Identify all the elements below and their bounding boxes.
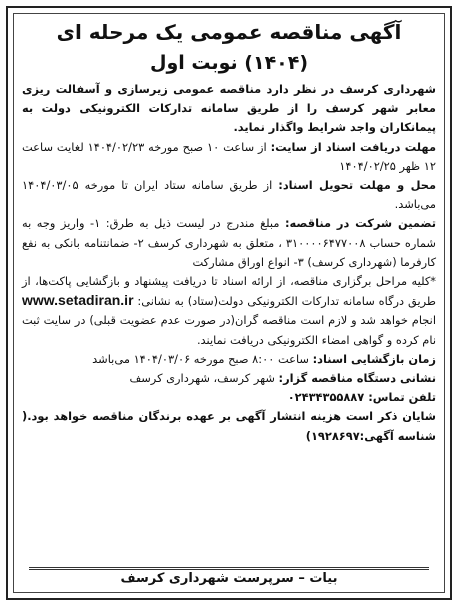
organization-name: شهرداری کرسف bbox=[339, 82, 436, 96]
cost-paragraph bbox=[22, 407, 436, 445]
delivery-paragraph bbox=[22, 176, 436, 214]
deadline-text: از ساعت ۱۰ صبح مورخه ۱۴۰۴/۰۲/۲۳ لغایت ساعت ۱۲ ظهر ۱۴۰۴/۰۲/۲۵ bbox=[22, 139, 436, 173]
guarantee-label: تضمین شرکت در مناقصه: bbox=[284, 216, 436, 231]
phone-number: ۰۲۴۳۴۳۵۵۸۸۷ bbox=[287, 390, 369, 405]
note-text-after-url: انجام خواهد شد و لازم است مناقصه گران(در صورت عدم عضویت قبلی) در سایت ثبت نام کرده و گواهی امضاء الکترونیکی دریافت نمایند. bbox=[22, 313, 436, 347]
notice-body bbox=[22, 16, 436, 558]
phone-paragraph bbox=[22, 388, 436, 407]
signatory: بیات – سرپرست شهرداری کرسف bbox=[120, 571, 338, 586]
phone-label: تلفن تماس: bbox=[368, 390, 436, 405]
opening-paragraph bbox=[22, 350, 436, 369]
notice-title: آگهی مناقصه عمومی یک مرحله ای bbox=[56, 20, 402, 44]
address-text: شهر کرسف، شهرداری کرسف bbox=[129, 371, 279, 386]
deadline-paragraph bbox=[22, 138, 436, 176]
address-label: نشانی دستگاه مناقصه گزار: bbox=[278, 371, 436, 386]
notice-frame bbox=[6, 6, 452, 600]
opening-label: زمان بازگشایی اسناد: bbox=[312, 351, 436, 366]
note-text-before-url: *کلیه مراحل برگزاری مناقصه، از ارائه اسناد تا دریافت پیشنهاد و بازگشایی پاکت‌ها، از طریق درگاه سامانه تدارکات الکترونیکی دولت(ستاد) به نشانی: bbox=[22, 274, 436, 309]
delivery-label: محل و مهلت تحویل اسناد: bbox=[278, 178, 437, 193]
procedure-note bbox=[22, 272, 436, 350]
delivery-text: از طریق سامانه ستاد ایران تا مورخه ۱۴۰۴/۰۳/۰۵ می‌باشد. bbox=[22, 178, 436, 212]
deadline-label: مهلت دریافت اسناد از سایت: bbox=[270, 139, 436, 154]
setad-url-link[interactable]: www.setadiran.ir bbox=[22, 292, 134, 309]
footer-divider bbox=[29, 567, 429, 570]
guarantee-paragraph bbox=[22, 214, 436, 272]
guarantee-text: مبلغ مندرج در لیست ذیل به طرق: ۱- واریز وجه به شماره حساب ۳۱۰۰۰۰۶۴۷۷۰۰۸ ، متعلق به شهرداری کرسف ۲- ضمانتنامه بانکی به نفع کارفرما (شهرداری کرسف) ۳- انواع اوراق مشارکت bbox=[22, 216, 436, 269]
address-paragraph bbox=[22, 369, 436, 388]
intro-text: در نظر دارد مناقصه عمومی زیرسازی و آسفالت ریزی معابر شهر کرسف را از طریق سامانه تدارکات الکترونیکی دولت به پیمانکاران واجد شرایط واگذار نماید. bbox=[22, 82, 436, 135]
ad-id: ( شناسه آگهی:۱۹۲۸۶۹۷) bbox=[22, 409, 436, 443]
cost-text: شایان ذکر است هزینه انتشار آگهی بر عهده برندگان مناقصه خواهد بود. bbox=[27, 409, 436, 424]
opening-text: ساعت ۸:۰۰ صبح مورخه ۱۴۰۴/۰۳/۰۶ می‌باشد bbox=[92, 351, 313, 366]
signature-footer bbox=[13, 565, 445, 593]
intro-paragraph bbox=[22, 80, 436, 138]
notice-subtitle: (۱۴۰۴) نوبت اول bbox=[149, 52, 309, 74]
